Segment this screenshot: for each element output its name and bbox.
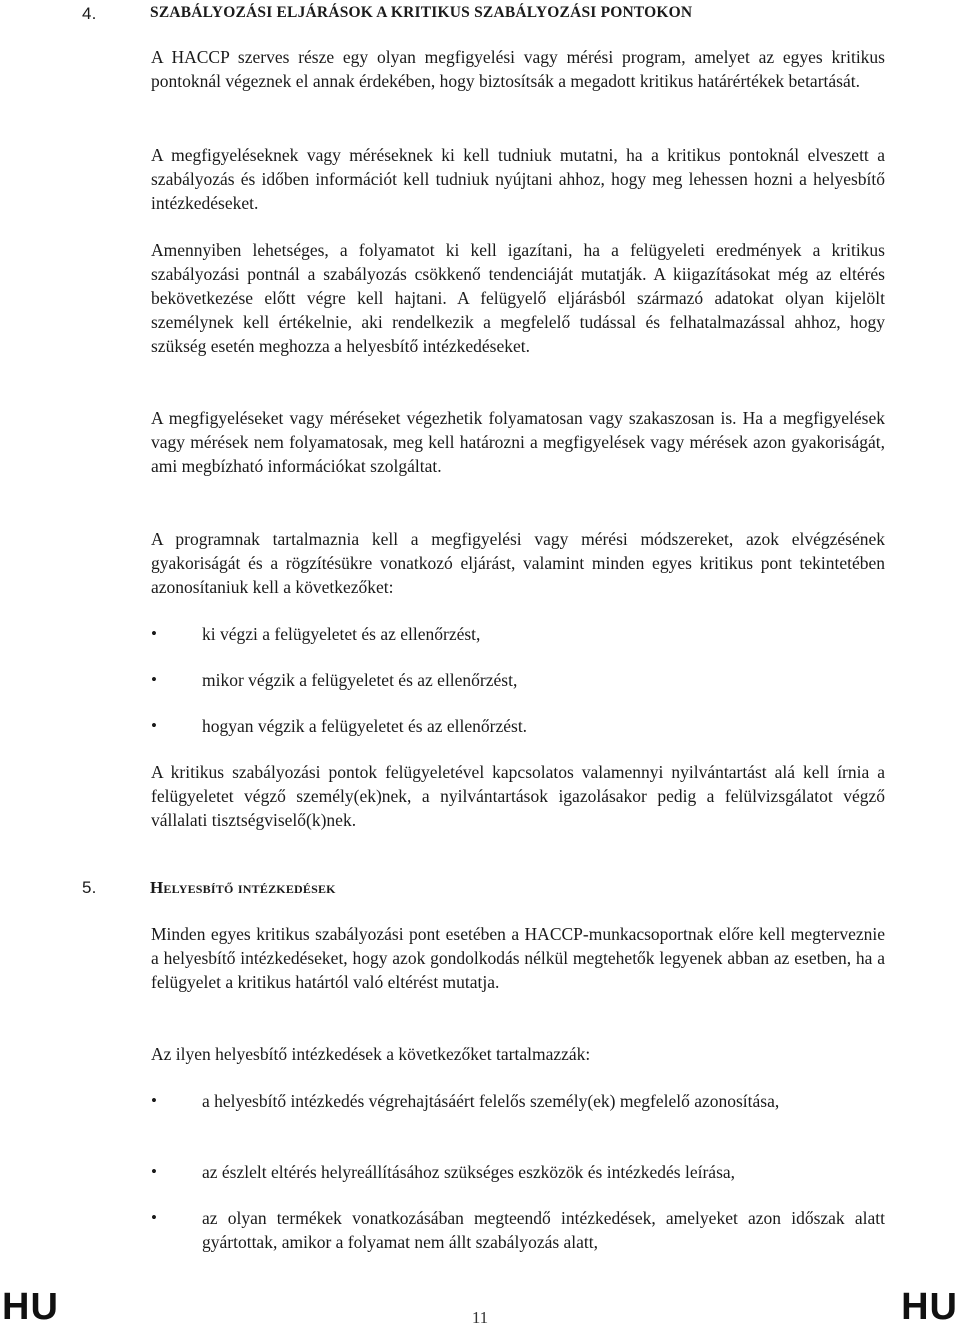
- paragraph: Az ilyen helyesbítő intézkedések a következőket tartalmazzák:: [151, 1044, 591, 1064]
- section-4-title: SZABÁLYOZÁSI ELJÁRÁSOK A KRITIKUS SZABÁLYOZÁSI PONTOKON: [150, 4, 693, 21]
- bullet-icon: •: [151, 624, 157, 643]
- section-5-title: Helyesbítő intézkedések: [150, 878, 336, 897]
- list-item-text: mikor végzik a felügyeletet és az ellenőrzést,: [202, 670, 518, 690]
- footer-language-mark-left: HU: [2, 1286, 59, 1328]
- paragraph: A megfigyeléseket vagy méréseket végezhetik folyamatosan vagy szakaszosan is. Ha a megfigyelések vagy mérések nem folyamatosak, meg kell határozni a megfigyelések vagy mérések azon gyakoriságát, ami megbízható információkat szolgáltat.: [151, 408, 885, 476]
- list-item-text: ki végzi a felügyeletet és az ellenőrzést,: [202, 624, 481, 644]
- paragraph: A megfigyeléseknek vagy méréseknek ki kell tudniuk mutatni, ha a kritikus pontoknál elveszett a szabályozás és időben információt kell tudniuk nyújtani ahhoz, hogy meg lehessen hozni a helyesbítő intézkedéseket.: [151, 145, 885, 213]
- paragraph: Amennyiben lehetséges, a folyamatot ki kell igazítani, ha a felügyeleti eredmények a kritikus szabályozási pontnál a szabályozás csökkenő tendenciáját mutatják. A kiigazításokat még az eltérés bekövetkezése előtt végre kell hajtani. A felügyelő eljárásból származó adatokat olyan kijelölt személynek kell értékelnie, aki rendelkezik a megfelelő tudással és felhatalmazással ahhoz, hogy szükség esetén meghozza a helyesbítő intézkedéseket.: [151, 240, 885, 356]
- page-number: 11: [471, 1308, 489, 1327]
- section-5-number: 5.: [82, 878, 97, 897]
- bullet-icon: •: [151, 670, 157, 689]
- list-item-text: az olyan termékek vonatkozásában megteendő intézkedések, amelyeket azon időszak alatt gyártottak, amikor a folyamat nem állt szabályozás alatt,: [202, 1208, 885, 1252]
- list-item-text: hogyan végzik a felügyeletet és az ellenőrzést.: [202, 716, 528, 736]
- footer-language-mark-right: HU: [901, 1286, 958, 1328]
- bullet-icon: •: [151, 1208, 157, 1227]
- bullet-icon: •: [151, 1091, 157, 1110]
- section-4-number: 4.: [82, 4, 97, 23]
- list-item-text: az észlelt eltérés helyreállításához szükséges eszközök és intézkedés leírása,: [202, 1162, 736, 1182]
- bullet-icon: •: [151, 1162, 157, 1181]
- paragraph: A kritikus szabályozási pontok felügyeletével kapcsolatos valamennyi nyilvántartást alá kell írnia a felügyeletet végző személy(ek)nek, a nyilvántartások igazolásakor pedig a felülvizsgálatot végző vállalati tisztségviselő(k)nek.: [151, 762, 885, 830]
- paragraph: A HACCP szerves része egy olyan megfigyelési vagy mérési program, amelyet az egyes kritikus pontoknál végeznek el annak érdekében, hogy biztosítsák a megadott kritikus határértékek betartását.: [151, 47, 885, 91]
- paragraph: Minden egyes kritikus szabályozási pont esetében a HACCP-munkacsoportnak előre kell megterveznie a helyesbítő intézkedéseket, hogy azok gondolkodás nélkül megtehetők legyenek abban az esetben, ha a felügyelet a kritikus határtól való eltérést mutatja.: [151, 924, 885, 992]
- bullet-icon: •: [151, 716, 157, 735]
- paragraph: A programnak tartalmaznia kell a megfigyelési vagy mérési módszereket, azok elvégzésének gyakoriságát és a rögzítésükre vonatkozó eljárást, valamint minden egyes kritikus pont tekintetében azonosítaniuk kell a következőket:: [151, 529, 885, 597]
- list-item-text: a helyesbítő intézkedés végrehajtásáért felelős személy(ek) megfelelő azonosítása,: [202, 1091, 780, 1111]
